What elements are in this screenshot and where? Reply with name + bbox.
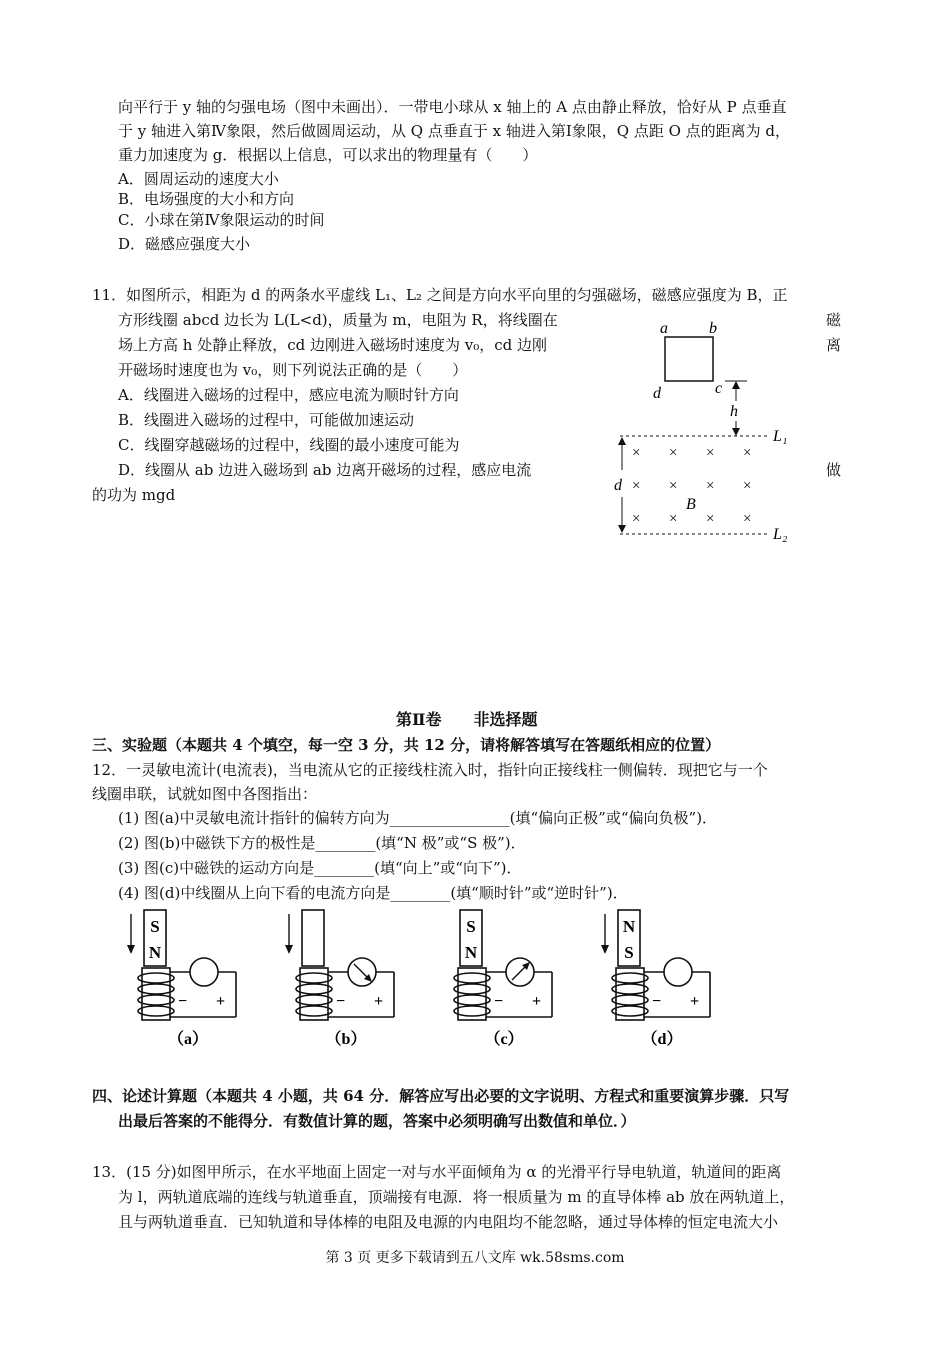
- magnet-pole-top: N: [622, 917, 636, 936]
- motion-arrow-icon: [285, 914, 293, 954]
- terminal-plus: +: [216, 993, 226, 1010]
- magnet-pole-bottom: N: [464, 943, 478, 962]
- q10-option-a: A．圆周运动的速度大小: [118, 170, 279, 188]
- q13-line-2: 为 l，两轨道底端的连线与轨道垂直，顶端接有电源．将一根质量为 m 的直导体棒 ab 放在两轨道上，: [118, 1188, 795, 1206]
- q11-option-c: C．线圈穿越磁场的过程中，线圈的最小速度可能为: [118, 436, 460, 454]
- figure-caption: （c）: [484, 1031, 524, 1048]
- figure-caption: （d）: [641, 1031, 683, 1048]
- terminal-plus: +: [374, 993, 384, 1010]
- terminal-minus: −: [494, 993, 504, 1010]
- q10-option-b: B．电场强度的大小和方向: [118, 190, 295, 208]
- field-cross: ×: [743, 478, 752, 494]
- magnetic-field-figure: [605, 315, 805, 545]
- h-arrow-up-head: [732, 381, 740, 389]
- field-cross: ×: [632, 478, 641, 494]
- q10-line-3: 重力加速度为 g．根据以上信息，可以求出的物理量有（ ）: [118, 146, 538, 164]
- d-arrow-down-head: [618, 525, 626, 533]
- q11-line-4: 开磁场时速度也为 v₀，则下列说法正确的是（ ）: [118, 361, 468, 379]
- q13-line-1: 13．(15 分)如图甲所示，在水平地面上固定一对与水平面倾角为 α 的光滑平行导电轨道，轨道间的距离: [92, 1163, 782, 1181]
- terminal-minus: −: [178, 993, 188, 1010]
- label-d: d: [653, 385, 661, 402]
- field-cross: ×: [706, 445, 715, 461]
- terminal-plus: +: [690, 993, 700, 1010]
- page-footer: 第 3 页 更多下载请到五八文库 wk.58sms.com: [325, 1250, 625, 1266]
- figure-b: [285, 910, 394, 1048]
- figure-caption: （a）: [167, 1031, 209, 1048]
- q11-line-3: 场上方高 h 处静止释放，cd 边刚进入磁场时速度为 v₀，cd 边刚: [118, 336, 547, 354]
- label-L1: L₁: [773, 428, 788, 445]
- terminal-minus: −: [336, 993, 346, 1010]
- terminal-minus: −: [652, 993, 662, 1010]
- figure-caption: （b）: [325, 1031, 367, 1048]
- label-L2: L₂: [773, 526, 788, 543]
- section-4-heading-line-2: 出最后答案的不能得分．有数值计算的题，答案中必须明确写出数值和单位．）: [118, 1112, 636, 1130]
- field-cross: ×: [632, 445, 641, 461]
- q12-item-4: (4) 图(d)中线圈从上向下看的电流方向是________(填“顺时针”或“逆时针”)．: [118, 884, 628, 902]
- part2-title: 第Ⅱ卷 非选择题: [396, 710, 538, 729]
- q10-line-2: 于 y 轴进入第Ⅳ象限，然后做圆周运动，从 Q 点垂直于 x 轴进入第Ⅰ象限，Q 点距 O 点的距离为 d，: [118, 122, 791, 140]
- q10-line-1: 向平行于 y 轴的匀强电场（图中未画出）．一带电小球从 x 轴上的 A 点由静止释放，恰好从 P 点垂直: [118, 98, 787, 116]
- field-cross: ×: [669, 445, 678, 461]
- figure-d: [601, 910, 710, 1048]
- q11-line-1: 11．如图所示，相距为 d 的两条水平虚线 L₁、L₂ 之间是方向水平向里的匀强磁场，磁感应强度为 B，正: [92, 286, 788, 304]
- q11-option-d: D．线圈从 ab 边进入磁场到 ab 边离开磁场的过程，感应电流: [118, 461, 532, 479]
- magnet-pole-bottom: N: [148, 943, 162, 962]
- galvanometer-icon: [190, 958, 218, 986]
- motion-arrow-icon: [601, 914, 609, 954]
- q11-option-d-end: 做: [826, 461, 842, 479]
- magnet: [302, 910, 324, 966]
- figure-a: [127, 910, 236, 1048]
- q10-option-d: D．磁感应强度大小: [118, 235, 251, 253]
- section-3-heading: 三、实验题（本题共 4 个填空，每一空 3 分，共 12 分，请将解答填写在答题纸相应的位置）: [92, 736, 721, 754]
- q11-option-b: B．线圈进入磁场的过程中，可能做加速运动: [118, 411, 415, 429]
- label-a: a: [660, 320, 668, 337]
- q11-option-d-cont: 的功为 mgd: [92, 486, 176, 504]
- label-h: h: [730, 403, 738, 420]
- field-cross: ×: [706, 511, 715, 527]
- galvanometer-icon: [664, 958, 692, 986]
- q11-line-3-end: 离: [826, 336, 842, 354]
- q13-line-3: 且与两轨道垂直．已知轨道和导体棒的电阻及电源的内电阻均不能忽略，通过导体棒的恒定电流大小: [118, 1213, 779, 1231]
- d-arrow-up-head: [618, 437, 626, 445]
- q12-item-3: (3) 图(c)中磁铁的运动方向是________(填“向上”或“向下”)．: [118, 859, 522, 877]
- h-arrow-down-head: [732, 428, 740, 436]
- terminal-plus: +: [532, 993, 542, 1010]
- q12-item-1: (1) 图(a)中灵敏电流计指针的偏转方向为________________(填“偏向正极”或“偏向负极”)．: [118, 809, 718, 827]
- motion-arrow-icon: [127, 914, 135, 954]
- magnet-pole-top: S: [466, 917, 476, 936]
- q12-line-2: 线圈串联，试就如图中各图指出：: [92, 785, 318, 803]
- field-cross: ×: [743, 445, 752, 461]
- section-4-heading-line-1: 四、论述计算题（本题共 4 小题，共 64 分．解答应写出必要的文字说明、方程式和重要演算步骤．只写: [92, 1087, 790, 1105]
- q12-item-2: (2) 图(b)中磁铁下方的极性是________(填“N 极”或“S 极”)．: [118, 834, 526, 852]
- magnet-pole-bottom: S: [624, 943, 634, 962]
- q12-figures: [128, 908, 700, 1058]
- label-b: b: [709, 320, 717, 337]
- field-cross: ×: [669, 511, 678, 527]
- q12-line-1: 12．一灵敏电流计(电流表)，当电流从它的正接线柱流入时，指针向正接线柱一侧偏转．现把它与一个: [92, 761, 768, 779]
- label-d-distance: d: [614, 477, 622, 494]
- square-coil: [665, 337, 713, 381]
- field-cross: ×: [706, 478, 715, 494]
- label-B: B: [686, 496, 696, 513]
- q11-line-2: 方形线圈 abcd 边长为 L(L<d)，质量为 m，电阻为 R，将线圈在: [118, 311, 558, 329]
- label-c: c: [715, 380, 723, 397]
- q11-option-a: A．线圈进入磁场的过程中，感应电流为顺时针方向: [118, 386, 459, 404]
- magnet-pole-top: S: [150, 917, 160, 936]
- field-cross: ×: [632, 511, 641, 527]
- figure-c: [454, 910, 552, 1048]
- field-cross: ×: [743, 511, 752, 527]
- q10-option-c: C．小球在第Ⅳ象限运动的时间: [118, 211, 325, 229]
- field-cross: ×: [669, 478, 678, 494]
- q11-line-2-end: 磁: [826, 311, 842, 329]
